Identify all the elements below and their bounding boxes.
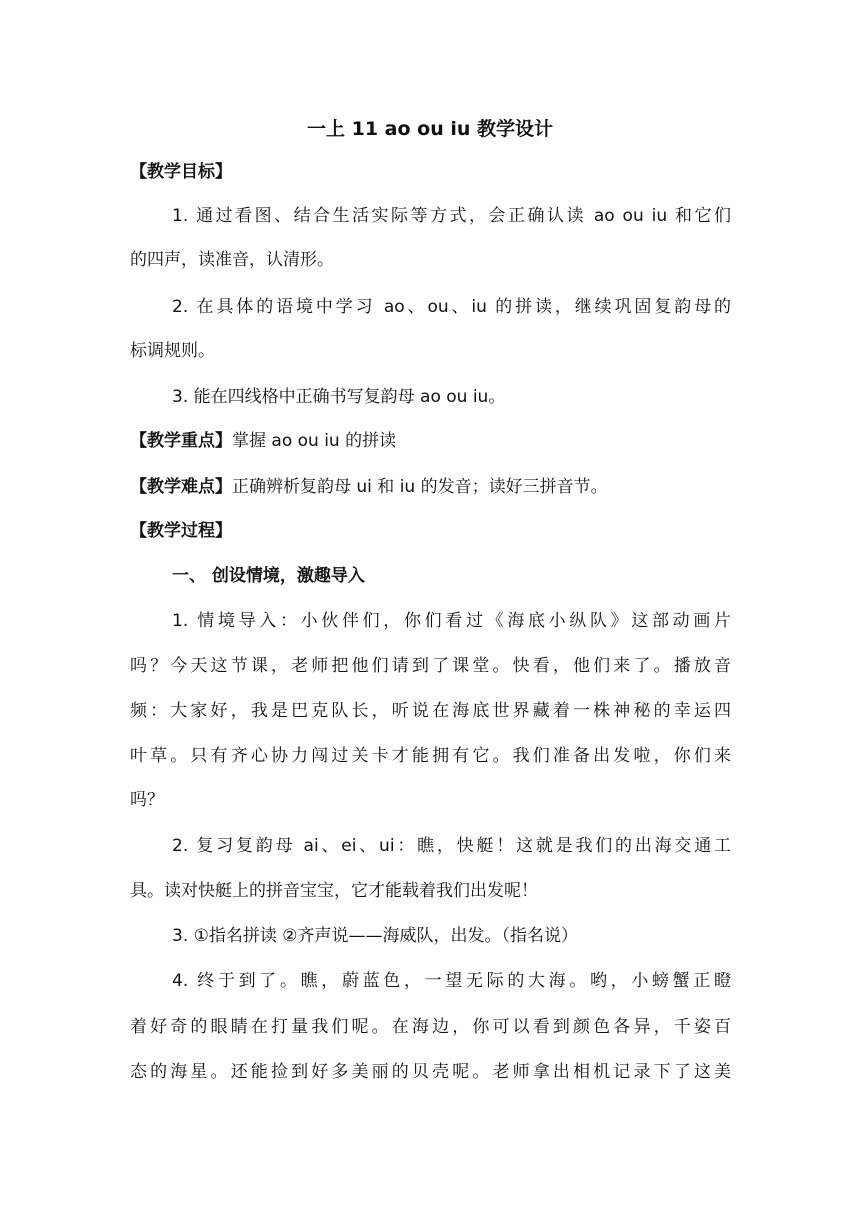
paragraph-2-line-1: 2. 复习复韵母 ai、ei、ui：瞧，快艇！这就是我们的出海交通工	[172, 836, 731, 856]
paragraph-3: 3. ①指名拼读 ②齐声说——海威队，出发。（指名说）	[172, 926, 579, 946]
key-point-label: 【教学重点】	[130, 431, 232, 451]
difficult-point-label: 【教学难点】	[130, 477, 232, 497]
document-title: 一上 11 ao ou iu 教学设计	[306, 118, 553, 140]
paragraph-1-line-3: 频：大家好，我是巴克队长，听说在海底世界藏着一株神秘的幸运四	[130, 701, 731, 721]
difficult-point	[130, 472, 608, 502]
paragraph-4-line-1: 4. 终于到了。瞧，蔚蓝色，一望无际的大海。哟，小螃蟹正瞪	[172, 971, 731, 991]
objective-1-line-2: 的四声，读准音，认清形。	[130, 250, 334, 270]
difficult-point-text: 正确辨析复韵母 ui 和 iu 的发音；读好三拼音节。	[232, 477, 608, 497]
section-1-heading: 一、 创设情境，激趣导入	[172, 566, 365, 586]
key-point-text: 掌握 ao ou iu 的拼读	[232, 431, 397, 451]
paragraph-4-line-2: 着好奇的眼睛在打量我们呢。在海边，你可以看到颜色各异，千姿百	[130, 1017, 731, 1037]
paragraph-1-line-5: 吗？	[130, 790, 164, 810]
paragraph-1-line-4: 叶草。只有齐心协力闯过关卡才能拥有它。我们准备出发啦，你们来	[130, 746, 731, 766]
objective-2-line-1: 2. 在具体的语境中学习 ao、ou、iu 的拼读，继续巩固复韵母的	[172, 297, 731, 317]
objective-2-line-2: 标调规则。	[130, 341, 215, 361]
objectives-heading: 【教学目标】	[130, 162, 232, 182]
paragraph-4-line-3: 态的海星。还能捡到好多美丽的贝壳呢。老师拿出相机记录下了这美	[130, 1062, 731, 1082]
key-point	[130, 426, 396, 456]
objective-1-line-1: 1. 通过看图、结合生活实际等方式，会正确认读 ao ou iu 和它们	[172, 206, 731, 226]
paragraph-1-line-2: 吗？今天这节课，老师把他们请到了课堂。快看，他们来了。播放音	[130, 656, 731, 676]
process-heading: 【教学过程】	[130, 521, 232, 541]
objective-3: 3. 能在四线格中正确书写复韵母 ao ou iu。	[172, 387, 506, 407]
paragraph-1-line-1: 1. 情境导入：小伙伴们，你们看过《海底小纵队》这部动画片	[172, 611, 731, 631]
paragraph-2-line-2: 具。读对快艇上的拼音宝宝，它才能载着我们出发呢！	[130, 881, 538, 901]
